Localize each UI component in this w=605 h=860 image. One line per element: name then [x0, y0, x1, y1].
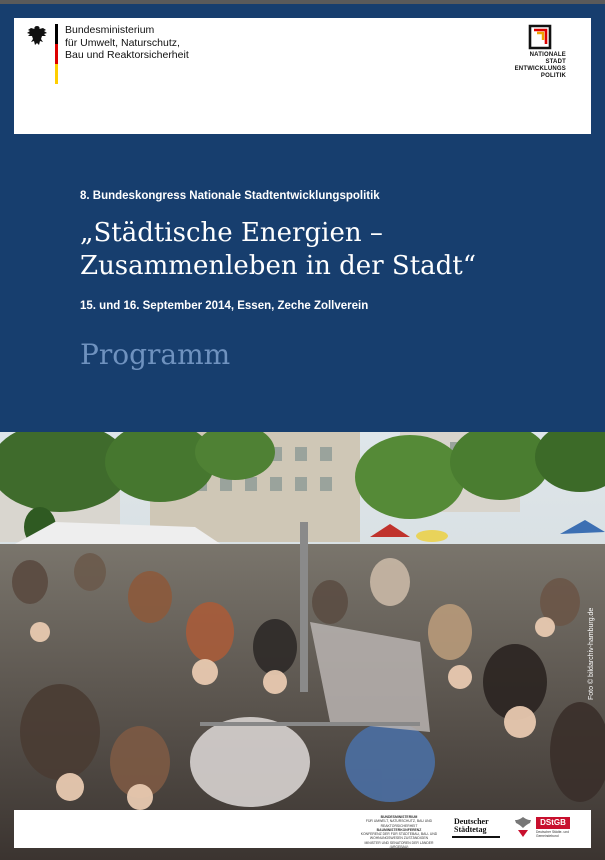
ministry-name	[65, 24, 189, 62]
ministry-line: für Umwelt, Naturschutz,	[65, 36, 180, 49]
wordmark-line: Deutscher	[454, 817, 489, 826]
nsp-logo-text	[470, 52, 566, 80]
ministry-line: Bau und Reaktorsicherheit	[65, 49, 189, 61]
programm-subtitle: Programm	[80, 338, 231, 371]
logo-text-line: BAUMINISTERKONFERENZ	[376, 827, 422, 832]
wordmark-underline	[452, 836, 500, 838]
flea-market-photo	[0, 432, 605, 860]
nsp-line: POLITIK	[540, 73, 566, 79]
dstgb-emblem-icon	[514, 816, 532, 838]
staedtetag-wordmark	[454, 818, 489, 834]
crowd-photo-illustration	[0, 432, 605, 860]
dstgb-badge: DStGB	[536, 817, 570, 829]
federal-eagle-icon	[26, 24, 48, 48]
event-date: 15. und 16. September 2014, Essen, Zeche Zollverein	[80, 300, 369, 312]
dstgb-logo	[514, 816, 570, 842]
ministry-conference-logo	[355, 815, 443, 849]
nsp-line: NATIONALE	[529, 52, 566, 58]
nsp-line: ENTWICKLUNGS	[514, 66, 566, 72]
ministry-line: Bundesministerium	[65, 24, 155, 36]
congress-kicker: 8. Bundeskongress Nationale Stadtentwicklungspolitik	[80, 190, 380, 202]
wordmark-line: Städtetag	[454, 825, 487, 834]
deutscher-staedtetag-logo	[452, 818, 500, 838]
dstgb-subtitle: Deutscher Städte- und Gemeindebund	[536, 830, 569, 838]
logo-text-line: KONFERENZ DER FÜR STÄDTEBAU, BAU- UND WOHNUNGSWESEN ZUSTÄNDIGEN	[360, 832, 438, 841]
title-line: „Städtische Energien –	[80, 218, 383, 248]
logo-text-line: BUNDESMINISTERIUM	[380, 815, 418, 819]
cover-title	[80, 217, 580, 283]
german-flag-bar	[55, 24, 58, 84]
footer-logo-panel	[14, 810, 591, 848]
nsp-line: STADT	[545, 59, 566, 65]
logo-text-line: FÜR UMWELT, NATURSCHUTZ, BAU UND REAKTORSICHERHEIT	[365, 819, 433, 828]
title-line: Zusammenleben in der Stadt“	[80, 251, 477, 281]
logo-text-line: MINISTER UND SENATOREN DER LÄNDER (ARGEBAU)	[364, 840, 434, 850]
nsp-logo-icon	[528, 24, 552, 50]
photo-credit: Foto © bildarchiv-hamburg.de	[588, 607, 595, 700]
top-rule	[0, 0, 605, 4]
